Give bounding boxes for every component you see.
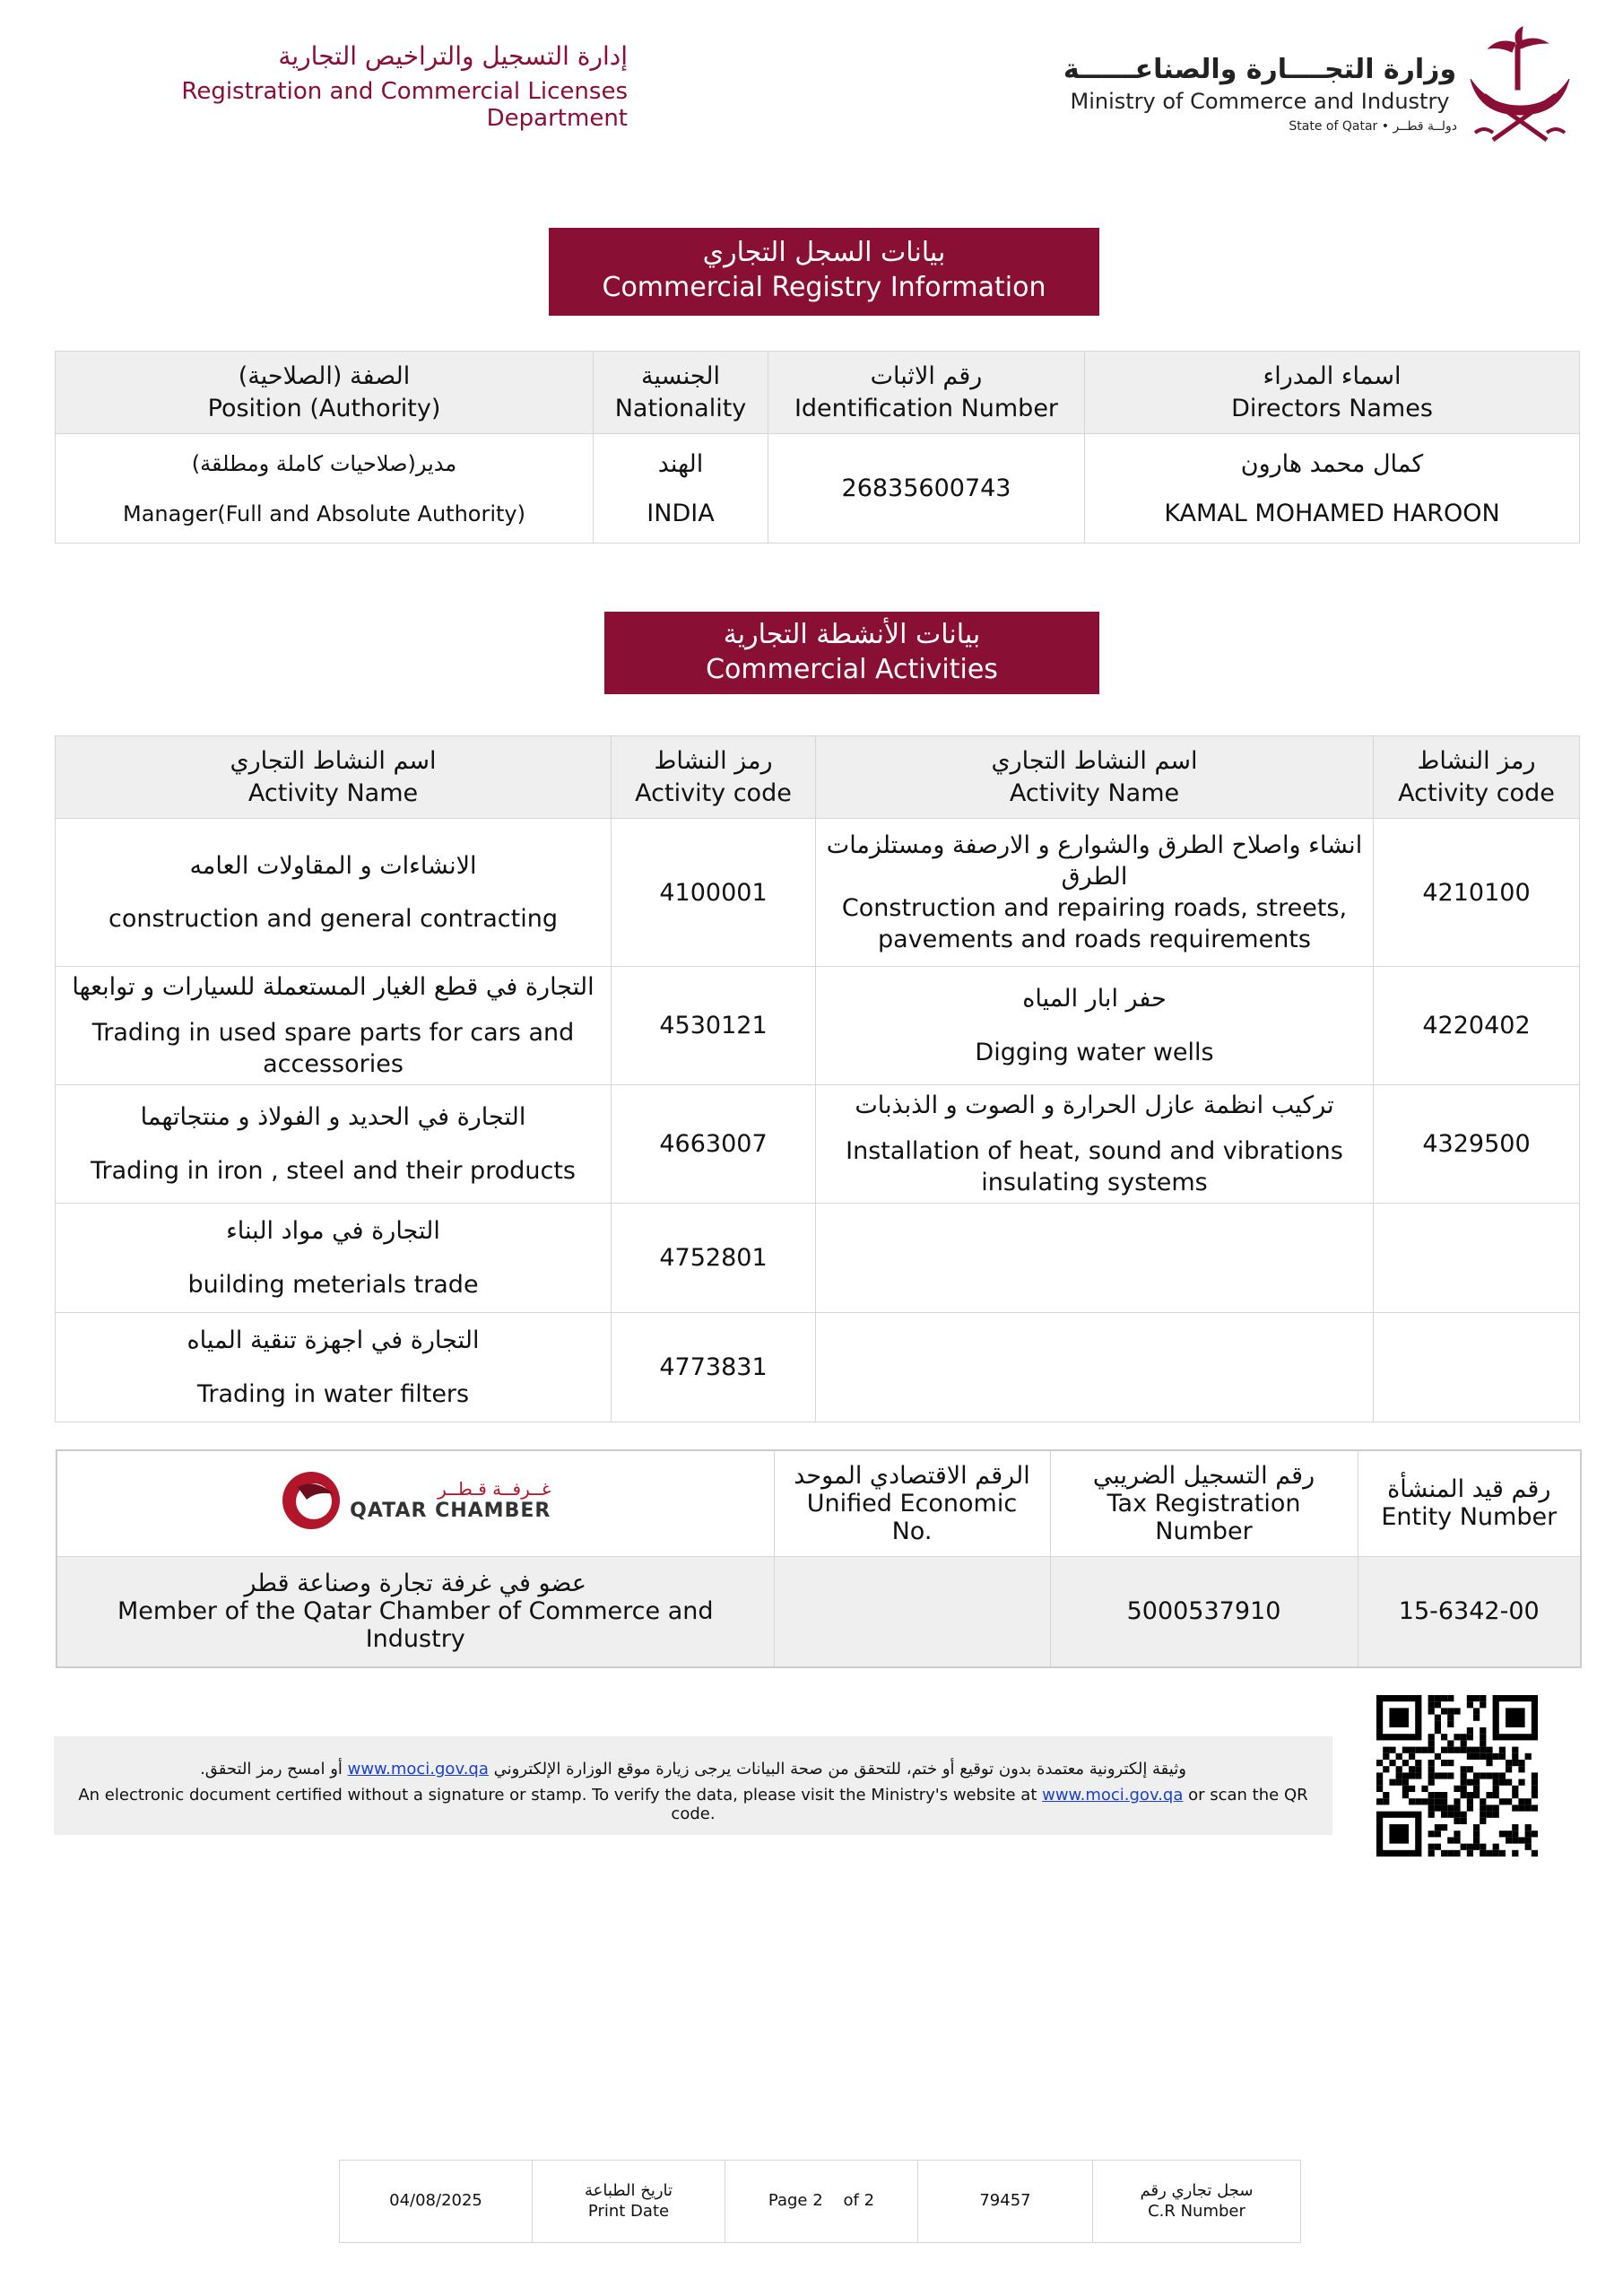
position-header: الصفة (الصلاحية) Position (Authority) bbox=[56, 352, 594, 434]
entity-table bbox=[56, 1449, 1582, 1668]
activities-section-title bbox=[604, 612, 1099, 694]
department-header bbox=[54, 41, 628, 132]
chamber-logo-ar: غــرفــة قـطــر bbox=[438, 1478, 551, 1500]
table-row bbox=[56, 967, 1580, 1085]
activity-code-cell: 4663007 bbox=[612, 1085, 816, 1204]
director-name-cell: كمال محمد هارون KAMAL MOHAMED HAROON bbox=[1085, 434, 1580, 544]
activity-name-cell: الانشاءات و المقاولات العامه construction and general contracting bbox=[56, 819, 612, 967]
registry-title-en: Commercial Registry Information bbox=[602, 272, 1046, 303]
activities-table bbox=[55, 735, 1580, 1422]
ministry-header bbox=[1063, 54, 1457, 134]
activity-code-cell: 4220402 bbox=[1374, 967, 1580, 1085]
department-name-ar: إدارة التسجيل والتراخيص التجارية bbox=[278, 41, 628, 71]
activity-name-cell: التجارة في مواد البناء building meterials trade bbox=[56, 1204, 612, 1313]
page-number: Page 2 of 2 bbox=[725, 2161, 918, 2243]
table-row bbox=[56, 1204, 1580, 1313]
activity-name-cell: انشاء واصلاح الطرق والشوارع و الارصفة ومستلزمات الطرق Construction and repairing roads, streets, pavements and roads requirements bbox=[816, 819, 1374, 967]
cr-number-label: سجل تجاري رقم C.R Number bbox=[1093, 2161, 1301, 2243]
table-row bbox=[56, 1313, 1580, 1422]
chamber-logo-en: QATAR CHAMBER bbox=[350, 1500, 551, 1523]
activity-code-cell: 4752801 bbox=[612, 1204, 816, 1313]
activity-name-cell: التجارة في قطع الغيار المستعملة للسيارات و توابعها Trading in used spare parts for cars and accessories bbox=[56, 967, 612, 1085]
id-number-header: رقم الاثبات Identification Number bbox=[768, 352, 1085, 434]
uen-value bbox=[774, 1556, 1050, 1667]
qatar-chamber-logo-cell bbox=[56, 1450, 774, 1556]
activity-name-cell: حفر ابار المياه Digging water wells bbox=[816, 967, 1374, 1085]
ministry-name-ar: وزارة التجــــارة والصناعــــــة bbox=[1063, 54, 1457, 85]
cr-number-value: 79457 bbox=[918, 2161, 1093, 2243]
verification-notice bbox=[54, 1736, 1332, 1835]
entity-number-value: 15-6342-00 bbox=[1358, 1556, 1581, 1667]
activity-name-header-right: اسم النشاط التجاري Activity Name bbox=[816, 736, 1374, 819]
activity-code-cell bbox=[1374, 1313, 1580, 1422]
print-date-value: 04/08/2025 bbox=[340, 2161, 533, 2243]
notice-en: An electronic document certified without a signature or stamp. To verify the data, please visit the Ministry's website at www.moci.gov.qa or scan the QR code. bbox=[78, 1786, 1308, 1823]
activities-title-ar: بيانات الأنشطة التجارية bbox=[723, 619, 981, 650]
registry-section-title bbox=[549, 228, 1099, 316]
table-row bbox=[56, 819, 1580, 967]
uen-header: الرقم الاقتصادي الموحد Unified Economic No. bbox=[774, 1450, 1050, 1556]
tax-value: 5000537910 bbox=[1050, 1556, 1358, 1667]
moci-link-ar[interactable]: www.moci.gov.qa bbox=[347, 1760, 489, 1779]
directors-table bbox=[55, 351, 1580, 544]
activity-code-header-left: رمز النشاط Activity code bbox=[612, 736, 816, 819]
registry-title-ar: بيانات السجل التجاري bbox=[702, 237, 946, 268]
qr-code-icon[interactable] bbox=[1376, 1695, 1538, 1860]
nationality-header: الجنسية Nationality bbox=[594, 352, 768, 434]
tax-header: رقم التسجيل الضريبي Tax Registration Number bbox=[1050, 1450, 1358, 1556]
directors-header: اسماء المدراء Directors Names bbox=[1085, 352, 1580, 434]
activity-name-cell bbox=[816, 1313, 1374, 1422]
notice-ar: وثيقة إلكترونية معتمدة بدون توقيع أو ختم، للتحقق من صحة البيانات يرجى زيارة موقع الوزارة الإلكتروني www.moci.gov.qa أو امسح رمز التحقق. bbox=[200, 1760, 1186, 1779]
activity-code-cell: 4773831 bbox=[612, 1313, 816, 1422]
id-number-cell: 26835600743 bbox=[768, 434, 1085, 544]
activity-name-header-left: اسم النشاط التجاري Activity Name bbox=[56, 736, 612, 819]
state-of-qatar: State of Qatar • دولــة قطــر bbox=[1289, 119, 1457, 134]
activity-name-cell: التجارة في اجهزة تنقية المياه Trading in water filters bbox=[56, 1313, 612, 1422]
print-date-label: تاريخ الطباعة Print Date bbox=[533, 2161, 725, 2243]
entity-number-header: رقم قيد المنشأة Entity Number bbox=[1358, 1450, 1581, 1556]
activity-name-cell: تركيب انظمة عازل الحرارة و الصوت و الذبذبات Installation of heat, sound and vibrations insulating systems bbox=[816, 1085, 1374, 1204]
nationality-cell: الهند INDIA bbox=[594, 434, 768, 544]
department-name-en: Registration and Commercial Licenses Department bbox=[181, 78, 628, 132]
activity-code-cell: 4210100 bbox=[1374, 819, 1580, 967]
footer-table bbox=[339, 2160, 1301, 2243]
table-row bbox=[56, 1085, 1580, 1204]
moci-link-en[interactable]: www.moci.gov.qa bbox=[1042, 1786, 1184, 1805]
qatar-chamber-logo-icon bbox=[280, 1469, 343, 1532]
ministry-name-en: Ministry of Commerce and Industry bbox=[1070, 89, 1450, 114]
chamber-member-cell: عضو في غرفة تجارة وصناعة قطر Member of the Qatar Chamber of Commerce and Industry bbox=[56, 1556, 774, 1667]
position-cell: مدير(صلاحيات كاملة ومطلقة) Manager(Full and Absolute Authority) bbox=[56, 434, 594, 544]
activity-name-cell bbox=[816, 1204, 1374, 1313]
activity-name-cell: التجارة في الحديد و الفولاذ و منتجاتهما Trading in iron , steel and their products bbox=[56, 1085, 612, 1204]
ministry-emblem-icon bbox=[1462, 25, 1578, 154]
activity-code-cell: 4329500 bbox=[1374, 1085, 1580, 1204]
activity-code-header-right: رمز النشاط Activity code bbox=[1374, 736, 1580, 819]
activity-code-cell: 4100001 bbox=[612, 819, 816, 967]
activities-title-en: Commercial Activities bbox=[706, 654, 998, 685]
activity-code-cell: 4530121 bbox=[612, 967, 816, 1085]
activity-code-cell bbox=[1374, 1204, 1580, 1313]
